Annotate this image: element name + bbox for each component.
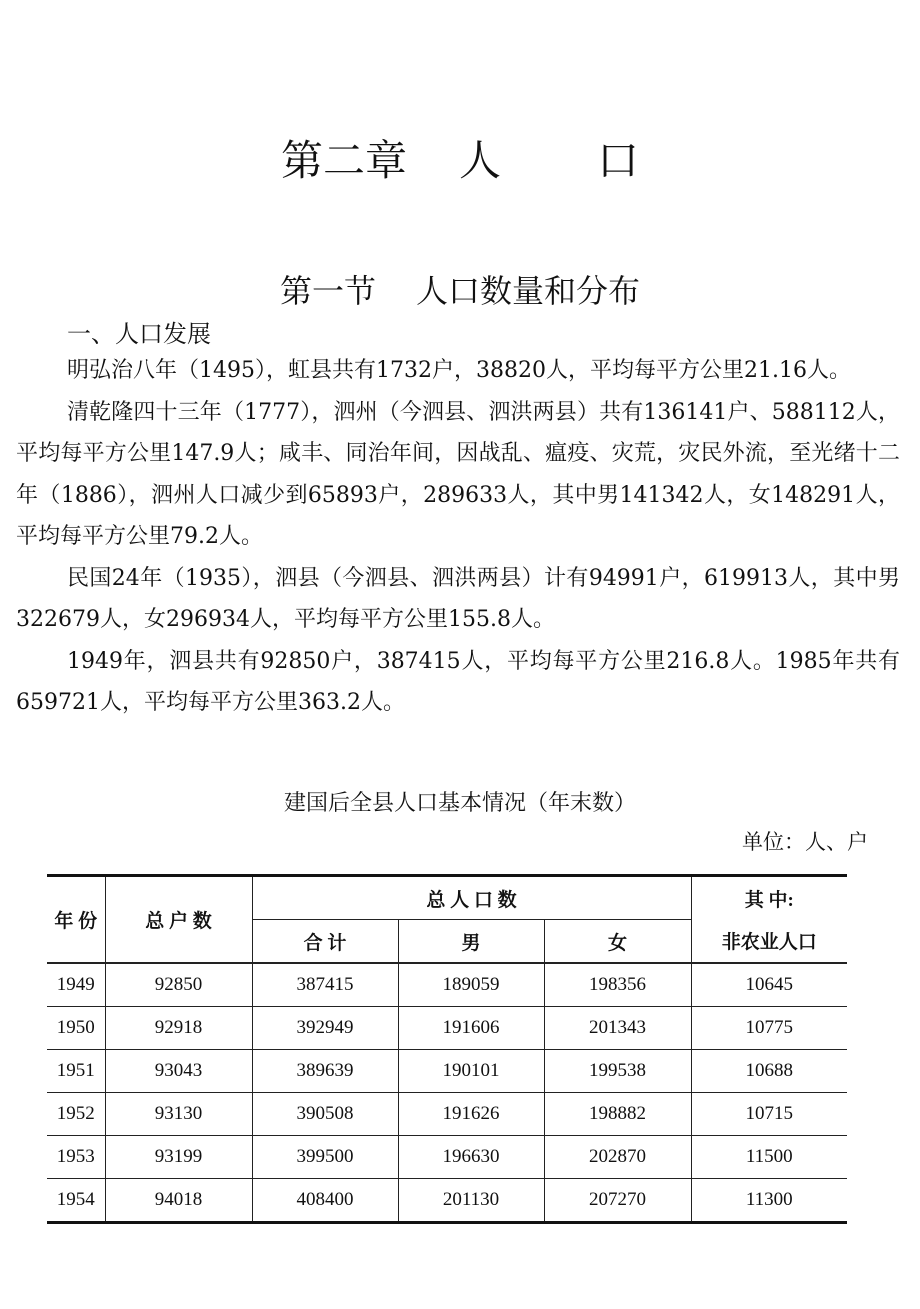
cell-year: 1949 [47, 963, 105, 1007]
paragraph-3: 民国24年（1935），泗县（今泗县、泗洪两县）计有94991户，619913人，其中男322679人，女296934人，平均每平方公里155.8人。 [16, 565, 900, 632]
cell-male: 190101 [398, 1050, 544, 1093]
header-subtotal: 合 计 [252, 920, 398, 964]
body-text [16, 350, 900, 724]
cell-year: 1950 [47, 1007, 105, 1050]
header-male: 男 [398, 920, 544, 964]
table-row [47, 963, 847, 1007]
cell-households: 92850 [105, 963, 252, 1007]
cell-year: 1952 [47, 1093, 105, 1136]
cell-female: 198356 [544, 963, 691, 1007]
table-title: 建国后全县人口基本情况（年末数） [283, 791, 636, 816]
table-row [47, 1136, 847, 1179]
cell-male: 189059 [398, 963, 544, 1007]
cell-female: 201343 [544, 1007, 691, 1050]
header-households: 总 户 数 [105, 876, 252, 964]
header-of-which: 其 中: [691, 876, 847, 920]
cell-year: 1954 [47, 1179, 105, 1223]
cell-non-agri: 11300 [691, 1179, 847, 1223]
paragraph-4: 1949年，泗县共有92850户，387415人，平均每平方公里216.8人。1985年共有659721人，平均每平方公里363.2人。 [16, 648, 900, 715]
paragraph-1: 明弘治八年（1495），虹县共有1732户，38820人，平均每平方公里21.16人。 [67, 358, 851, 383]
paragraph-2: 清乾隆四十三年（1777），泗州（今泗县、泗洪两县）共有136141户、588112人，平均每平方公里147.9人；咸丰、同治年间，因战乱、瘟疫、灾荒，灾民外流，至光绪十二年（1886），泗州人口减少到65893户，289633人，其中男141342人，女148291人，平均每平方公里79.2人。 [16, 399, 900, 549]
table-unit: 单位：人、户 [742, 830, 868, 854]
cell-year: 1951 [47, 1050, 105, 1093]
cell-households: 93199 [105, 1136, 252, 1179]
section-title [0, 266, 920, 312]
cell-households: 93043 [105, 1050, 252, 1093]
cell-male: 191626 [398, 1093, 544, 1136]
cell-female: 198882 [544, 1093, 691, 1136]
chapter-title-char-1: 人 [458, 136, 501, 185]
section-name: 人口数量和分布 [416, 272, 641, 310]
table-row [47, 1007, 847, 1050]
cell-non-agri: 10645 [691, 963, 847, 1007]
cell-non-agri: 10688 [691, 1050, 847, 1093]
cell-total: 389639 [252, 1050, 398, 1093]
cell-male: 201130 [398, 1179, 544, 1223]
cell-year: 1953 [47, 1136, 105, 1179]
cell-total: 390508 [252, 1093, 398, 1136]
cell-total: 408400 [252, 1179, 398, 1223]
cell-households: 93130 [105, 1093, 252, 1136]
cell-households: 94018 [105, 1179, 252, 1223]
header-female: 女 [544, 920, 691, 964]
chapter-title-char-2: 口 [597, 136, 640, 185]
cell-total: 387415 [252, 963, 398, 1007]
chapter-title [0, 128, 920, 188]
cell-male: 191606 [398, 1007, 544, 1050]
cell-non-agri: 10775 [691, 1007, 847, 1050]
header-total-population-label: 总 人 口 数 [426, 889, 517, 911]
cell-households: 92918 [105, 1007, 252, 1050]
cell-non-agri: 11500 [691, 1136, 847, 1179]
header-total-population [252, 876, 691, 920]
table-row [47, 1093, 847, 1136]
cell-total: 399500 [252, 1136, 398, 1179]
cell-male: 196630 [398, 1136, 544, 1179]
header-non-agricultural: 非农业人口 [691, 920, 847, 964]
cell-female: 199538 [544, 1050, 691, 1093]
section-number: 第一节 [279, 272, 376, 310]
table-row [47, 1179, 847, 1223]
chapter-number: 第二章 [280, 136, 407, 185]
cell-female: 202870 [544, 1136, 691, 1179]
table-row [47, 1050, 847, 1093]
population-table [47, 874, 847, 1224]
cell-non-agri: 10715 [691, 1093, 847, 1136]
cell-total: 392949 [252, 1007, 398, 1050]
cell-female: 207270 [544, 1179, 691, 1223]
header-year: 年 份 [47, 876, 105, 964]
sub-heading: 一、人口发展 [67, 320, 211, 348]
